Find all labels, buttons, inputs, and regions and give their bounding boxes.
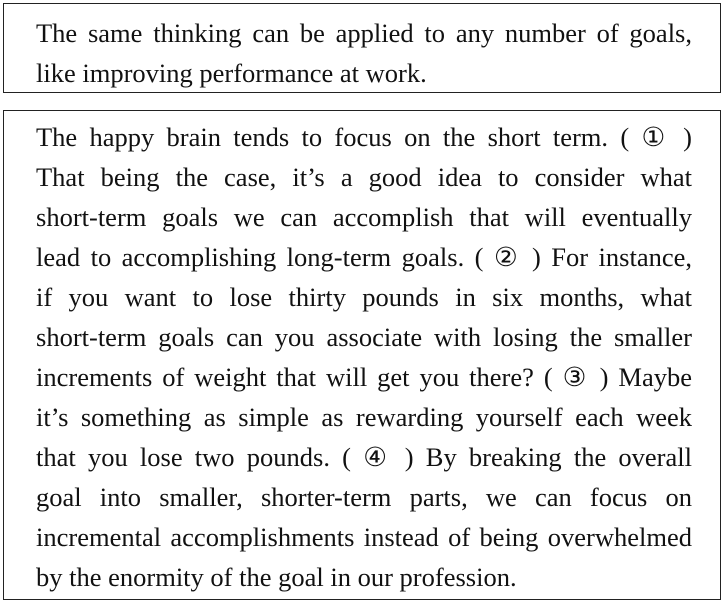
passage-line-11: incremental accomplishments instead of being overwhelmed <box>36 522 692 552</box>
passage-line-8: it’s something as simple as rewarding yourself each week <box>36 402 692 432</box>
passage-line-10: goal into smaller, shorter-term parts, we can focus on <box>36 482 692 512</box>
passage-line-6: short-term goals can you associate with losing the smaller <box>36 322 692 352</box>
passage-line-12: by the enormity of the goal in our profession. <box>36 562 517 592</box>
passage-line-4: lead to accomplishing long-term goals. ( ② ) For instance, <box>36 242 692 272</box>
passage-box <box>3 110 721 600</box>
passage-line-1: The happy brain tends to focus on the short term. ( ① ) <box>36 122 692 152</box>
passage-line-2: That being the case, it’s a good idea to consider what <box>36 162 692 192</box>
passage-line-7: increments of weight that will get you there? ( ③ ) Maybe <box>36 362 692 392</box>
passage-line-3: short-term goals we can accomplish that will eventually <box>36 202 692 232</box>
passage-line-9: that you lose two pounds. ( ④ ) By breaking the overall <box>36 442 692 472</box>
given-sentence-line-1: The same thinking can be applied to any number of goals, <box>36 18 692 48</box>
given-sentence-line-2: like improving performance at work. <box>36 58 427 88</box>
given-sentence-box <box>3 3 721 93</box>
passage-line-5: if you want to lose thirty pounds in six months, what <box>36 282 692 312</box>
